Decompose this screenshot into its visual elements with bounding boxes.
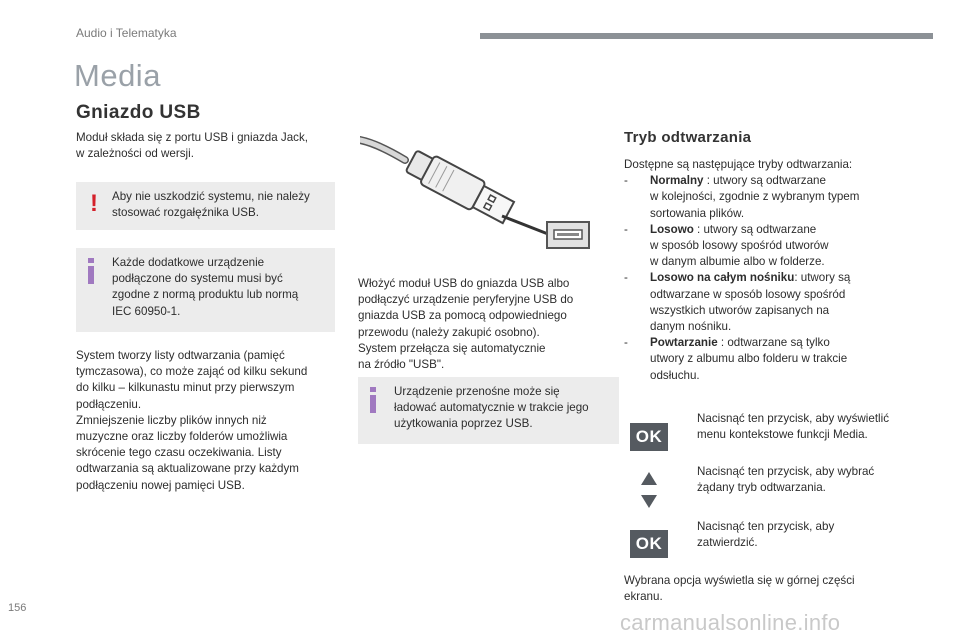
page-number: 156 (8, 602, 27, 614)
mode-item: - Losowo : utwory są odtwarzane w sposób losowy spośród utworów w danym albumie albo w folderze. (624, 222, 829, 269)
connect-text: Włożyć moduł USB do gniazda USB albo podłączyć urządzenie peryferyjne USB do gniazda USB za pomocą odpowiedniego przewodu (należy zakupić osobno). System przełącza się automatycznie na źródło "USB". (358, 277, 574, 372)
header-bar (480, 33, 933, 39)
exclamation-icon: ! (90, 190, 98, 217)
playback-outro: Wybrana opcja wyświetla się w górnej części ekranu. (624, 574, 855, 604)
watermark: carmanualsonline.info (620, 610, 841, 635)
arrows-description: Nacisnąć ten przycisk, aby wybrać żądany tryb odtwarzania. (697, 465, 875, 495)
mode-item: - Powtarzanie : odtwarzane są tylko utwory z albumu albo folderu w trakcie odsłuchu. (624, 336, 848, 382)
info-charging-text: Urządzenie przenośne może się ładować automatycznie w trakcie jego użytkowania poprzez USB. (394, 385, 589, 431)
section-header: Audio i Telematyka (76, 26, 177, 40)
page-title: Media (74, 58, 161, 93)
mode-item: - Normalny : utwory są odtwarzane w kolejności, zgodnie z wybranym typem sortowania plików. (624, 174, 860, 220)
usb-plug-illustration (360, 126, 595, 254)
info-box-charging (358, 377, 619, 444)
playlist-text: System tworzy listy odtwarzania (pamięć tymczasowa), co może zająć od kilku sekund do kilku – kilkunastu minut przy pierwszym podłączeniu. Zmniejszenie liczby plików innych niż muzyczne oraz liczby folderów umożliwia skrócenie tego czasu oczekiwania. Listy odtwarzania są aktualizowane przy każdym podłączeniu nowej pamięci USB. (76, 349, 308, 492)
warning-text: Aby nie uszkodzić systemu, nie należy stosować rozgałęźnika USB. (112, 190, 310, 220)
ok-confirm-button-icon: OK (630, 530, 668, 558)
info-icon (88, 258, 94, 284)
info-box-standard (76, 248, 335, 332)
ok-description: Nacisnąć ten przycisk, aby wyświetlić menu kontekstowe funkcji Media. (697, 412, 889, 442)
warning-box (76, 182, 335, 230)
usb-heading: Gniazdo USB (76, 102, 201, 123)
mode-item: - Losowo na całym nośniku: utwory są odtwarzane w sposób losowy spośród wszystkich utworów zapisanych na danym nośniku. (624, 271, 851, 334)
ok-button-icon: OK (630, 423, 668, 451)
info-icon (370, 387, 376, 413)
playback-heading: Tryb odtwarzania (624, 129, 752, 146)
info-standard-text: Każde dodatkowe urządzenie podłączone do systemu musi być zgodne z normą produktu lub normą IEC 60950-1. (112, 256, 299, 318)
ok-confirm-description: Nacisnąć ten przycisk, aby zatwierdzić. (697, 520, 835, 550)
up-down-arrows-icon (630, 470, 668, 510)
playback-modes (624, 157, 894, 384)
usb-intro: Moduł składa się z portu USB i gniazda Jack, w zależności od wersji. (76, 131, 308, 161)
playback-intro: Dostępne są następujące tryby odtwarzania: (624, 158, 853, 171)
